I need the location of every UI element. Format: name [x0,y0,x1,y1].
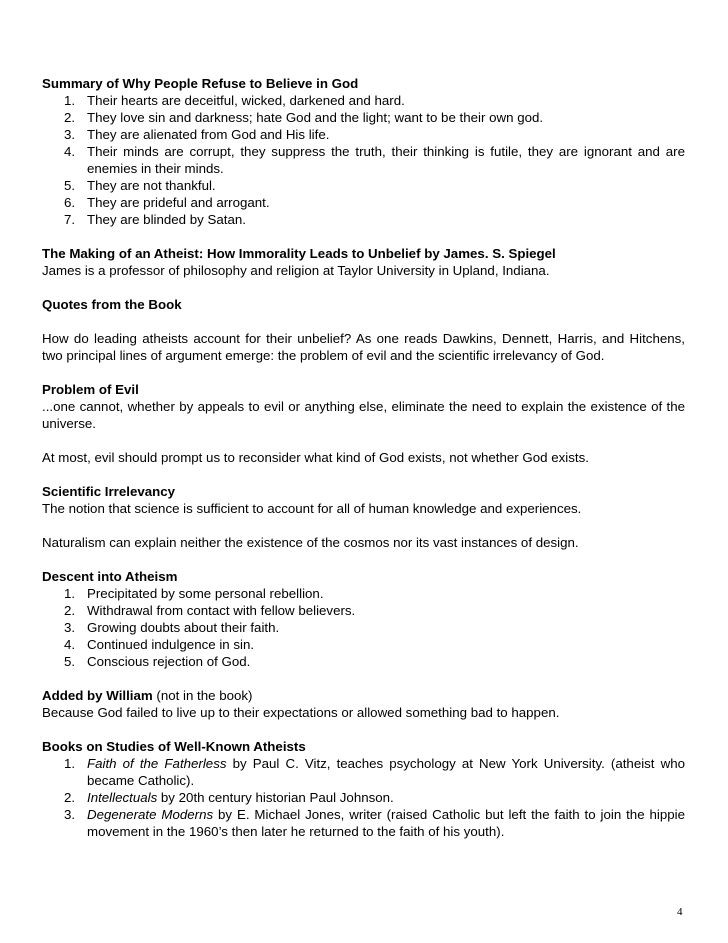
page-number: 4 [677,906,683,918]
list-item: 3. Growing doubts about their faith. [64,620,280,635]
evil-heading: Problem of Evil [42,382,139,397]
list-item: 5. They are not thankful. [64,178,216,193]
book-title: Degenerate Moderns [87,807,214,822]
books-heading: Books on Studies of Well-Known Atheists [42,739,306,754]
descent-list [42,585,685,670]
book-title: Faith of the Fatherless [87,756,227,771]
list-item: 1. Their hearts are deceitful, wicked, darkened and hard. [64,93,405,108]
william-note: (not in the book) [152,688,253,703]
list-item: 6. They are prideful and arrogant. [64,195,270,210]
quotes-intro: How do leading atheists account for their unbelief? As one reads Dawkins, Dennett, Harris, and Hitchens, two principal lines of argument emerge: the problem of evil and the scientific irrelevancy of God. [42,331,685,363]
william-heading: Added by William [42,688,153,703]
list-item: 2. Intellectuals by 20th century historian Paul Johnson. [64,790,394,805]
quotes-heading: Quotes from the Book [42,297,182,312]
list-item: 2. Withdrawal from contact with fellow believers. [64,603,356,618]
list-item: 7. They are blinded by Satan. [64,212,246,227]
william-heading-line [42,687,685,704]
document-body [42,75,685,840]
list-item: 5. Conscious rejection of God. [64,654,251,669]
book-title: Intellectuals [87,790,158,805]
list-item: 4. Their minds are corrupt, they suppress the truth, their thinking is futile, they are ignorant and are enemies in their minds. [64,144,685,176]
summary-list [42,92,685,228]
william-text: Because God failed to live up to their expectations or allowed something bad to happen. [42,705,560,720]
list-item: 3. They are alienated from God and His life. [64,127,330,142]
science-paragraph-1: The notion that science is sufficient to account for all of human knowledge and experiences. [42,501,582,516]
books-list [42,755,685,840]
descent-heading: Descent into Atheism [42,569,178,584]
list-item: 1. Precipitated by some personal rebellion. [64,586,324,601]
list-item: 3. Degenerate Moderns by E. Michael Jones, writer (raised Catholic but left the faith to join the hippie movement in the 1960’s then later he returned to the faith of his youth). [64,807,685,839]
science-paragraph-2: Naturalism can explain neither the existence of the cosmos nor its vast instances of design. [42,535,579,550]
list-item: 2. They love sin and darkness; hate God and the light; want to be their own god. [64,110,544,125]
book-heading: The Making of an Atheist: How Immorality Leads to Unbelief by James. S. Spiegel [42,246,556,261]
list-item: 1. Faith of the Fatherless by Paul C. Vitz, teaches psychology at New York University. (atheist who became Catholic). [64,756,685,788]
science-heading: Scientific Irrelevancy [42,484,176,499]
summary-heading: Summary of Why People Refuse to Believe in God [42,76,359,91]
evil-paragraph-1: ...one cannot, whether by appeals to evil or anything else, eliminate the need to explain the existence of the universe. [42,399,685,431]
evil-paragraph-2: At most, evil should prompt us to reconsider what kind of God exists, not whether God exists. [42,450,589,465]
list-item: 4. Continued indulgence in sin. [64,637,255,652]
author-note: James is a professor of philosophy and religion at Taylor University in Upland, Indiana. [42,263,550,278]
